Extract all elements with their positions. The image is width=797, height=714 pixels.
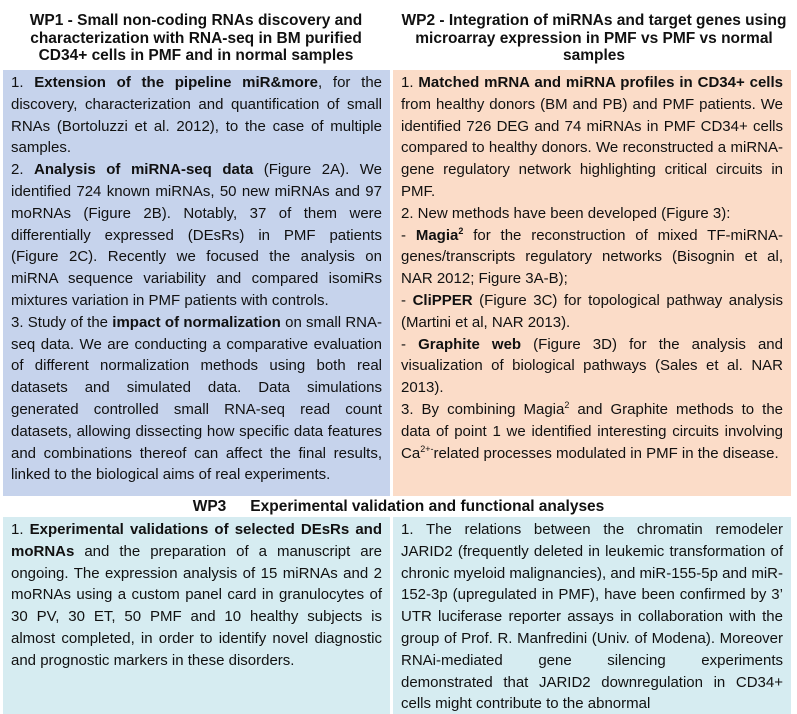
wp2-item-1: 1. Matched mRNA and miRNA profiles in CD34+ cells from healthy donors (BM and PB) and PMF patients. We identified 726 DEG and 74 miRNAs in PMF CD34+ cells compared to healthy donors. We reconstructed a miRNA-gene regulatory network highlighting critical circuits in PMF. bbox=[401, 74, 783, 200]
wp1-item-3-heading: impact of normalization bbox=[112, 313, 281, 331]
wp2-method-magia: - Magia$^2$ for the reconstruction of mixed TF-miRNA-genes/transcripts regulatory networks (Bisognin et al, NAR 2012; Figure 3A-B); bbox=[401, 225, 783, 288]
wp3-left-item-1: 1. Experimental validations of selected DEsRs and moRNAs and the preparation of a manuscript are ongoing. The expression analysis of 15 miRNAs and 2 moRNAs using a custom panel card in granulocytes of 30 PV, 30 ET, 50 PMF and 10 healthy subjects is almost completed, in order to identify novel diagnostic and prognostic markers in these disorders. bbox=[11, 521, 382, 669]
wp1-item-2: 2. Analysis of miRNA-seq data (Figure 2A). We identified 724 known miRNAs, 50 new miRNAs and 97 moRNAs (Figure 2B). Notably, 37 of them were differentially expressed (DEsRs) in PMF patients (Figure 2C). Recently we focused the analysis on miRNA sequence variability and compared isomiRs mixtures variation in PMF patients with controls. bbox=[11, 161, 382, 309]
wp1-item-1-heading: Extension of the pipeline miR&more bbox=[34, 74, 319, 91]
wp1-item-2-heading: Analysis of miRNA-seq data bbox=[34, 161, 254, 179]
wp3-heading: Experimental validation and functional analyses bbox=[250, 498, 605, 515]
wp1-item-3: 3. Study of the impact of normalization on small RNA-seq data. We are conducting a comparative evaluation of different normalization methods using both real datasets and simulated data. Data simulations generated controlled small RNA-seq read count datasets, allowing dissecting how specific data features and combinations thereof can affect the final results, linked to the biological aims of real experiments. bbox=[11, 313, 382, 484]
wp2-item-3: 3. By combining Magia$^2$ and Graphite methods to the data of point 1 we identified interesting circuits involving $Ca^{2+-}related$ processes modulated in PMF in the disease. bbox=[401, 399, 784, 462]
wp1-item-1: 1. Extension of the pipeline miR&more, for the discovery, characterization and quantification of small RNAs (Bortoluzzi et al. 2012), to the case of multiple samples. bbox=[11, 74, 383, 157]
wp1-panel bbox=[3, 70, 390, 496]
wp1-title: WP1 - Small non-coding RNAs discovery and characterization with RNA-seq in BM purified CD34+ cells in PMF and in normal samples bbox=[29, 12, 363, 64]
wp2-item-2: 2. New methods have been developed (Figure 3): bbox=[401, 204, 731, 222]
wp2-title: WP2 - Integration of miRNAs and target genes using microarray expression in PMF vs PMF vs normal samples bbox=[401, 12, 787, 64]
wp3-label: WP3 bbox=[192, 498, 227, 515]
wp3-right-panel bbox=[393, 517, 791, 714]
wp2-method-clipper: - CliPPER (Figure 3C) for topological pathway analysis (Martini et al, NAR 2013). bbox=[401, 291, 783, 331]
wp2-panel bbox=[393, 70, 791, 496]
wp3-left-panel bbox=[3, 517, 390, 714]
wp3-title bbox=[0, 497, 797, 517]
wp2-item-1-heading: Matched mRNA and miRNA profiles in CD34+ cells bbox=[418, 74, 783, 91]
wp3-left-heading: Experimental validations of selected DEsRs and moRNAs bbox=[11, 521, 382, 560]
wp3-right-item-1: 1. The relations between the chromatin remodeler JARID2 (frequently deleted in leukemic transformation of chronic myeloid malignancies), and miR-155-5p and miR-152-3p (upregulated in PMF), have been confirmed by 3’ UTR luciferase reporter assays in collaboration with the group of Prof. R. Manfredini (Univ. of Modena). Moreover RNAi-mediated gene silencing experiments demonstrated that JARID2 downregulation in CD34+ cells might contribute to the abnormal bbox=[401, 521, 783, 713]
wp2-method-graphite: - Graphite web (Figure 3D) for the analysis and visualization of biological pathways (Sales et al. NAR 2013). bbox=[401, 335, 783, 397]
